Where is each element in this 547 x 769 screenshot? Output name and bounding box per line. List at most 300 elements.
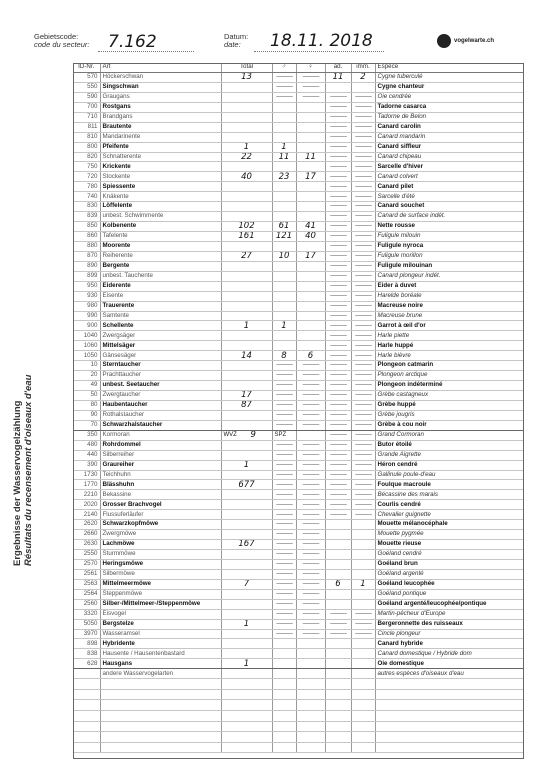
total-cell[interactable]: 27 (221, 251, 272, 261)
female-cell[interactable] (296, 430, 325, 440)
empty-cell[interactable] (296, 710, 325, 721)
empty-cell[interactable] (100, 689, 221, 700)
male-cell[interactable]: ——— (272, 381, 296, 391)
empty-cell[interactable] (272, 710, 296, 721)
immature-cell[interactable]: ——— (351, 341, 375, 351)
male-cell[interactable] (272, 112, 296, 122)
male-cell[interactable]: 23 (272, 172, 296, 182)
adult-cell[interactable] (325, 559, 351, 569)
adult-cell[interactable]: ——— (325, 609, 351, 619)
female-cell[interactable] (296, 669, 325, 679)
empty-cell[interactable] (221, 710, 272, 721)
total-cell[interactable] (221, 629, 272, 639)
total-cell[interactable] (221, 261, 272, 271)
immature-cell[interactable]: ——— (351, 132, 375, 142)
adult-cell[interactable] (325, 520, 351, 530)
total-cell[interactable] (221, 639, 272, 649)
empty-cell[interactable] (325, 710, 351, 721)
female-cell[interactable]: ——— (296, 440, 325, 450)
male-cell[interactable]: ——— (272, 569, 296, 579)
adult-cell[interactable]: ——— (325, 182, 351, 192)
adult-cell[interactable]: ——— (325, 232, 351, 242)
immature-cell[interactable]: ——— (351, 281, 375, 291)
adult-cell[interactable]: ——— (325, 222, 351, 232)
male-cell[interactable] (272, 331, 296, 341)
immature-cell[interactable]: ——— (351, 440, 375, 450)
female-cell[interactable] (296, 202, 325, 212)
total-cell[interactable] (221, 609, 272, 619)
empty-cell[interactable] (296, 700, 325, 711)
immature-cell[interactable]: ——— (351, 400, 375, 410)
immature-cell[interactable] (351, 559, 375, 569)
total-cell[interactable] (221, 569, 272, 579)
female-cell[interactable]: ——— (296, 92, 325, 102)
male-cell[interactable]: ——— (272, 391, 296, 401)
female-cell[interactable]: ——— (296, 391, 325, 401)
female-cell[interactable]: ——— (296, 361, 325, 371)
empty-cell[interactable] (73, 732, 100, 743)
total-cell[interactable] (221, 450, 272, 460)
female-cell[interactable]: 11 (296, 152, 325, 162)
empty-cell[interactable] (296, 721, 325, 732)
empty-cell[interactable] (221, 679, 272, 690)
adult-cell[interactable] (325, 599, 351, 609)
total-cell[interactable] (221, 281, 272, 291)
male-cell[interactable] (272, 202, 296, 212)
immature-cell[interactable]: ——— (351, 351, 375, 361)
male-cell[interactable]: ——— (272, 420, 296, 430)
male-cell[interactable]: 61 (272, 222, 296, 232)
female-cell[interactable] (296, 321, 325, 331)
total-cell[interactable] (221, 550, 272, 560)
immature-cell[interactable]: ——— (351, 619, 375, 629)
adult-cell[interactable]: ——— (325, 420, 351, 430)
adult-cell[interactable]: ——— (325, 261, 351, 271)
immature-cell[interactable] (351, 530, 375, 540)
adult-cell[interactable] (325, 530, 351, 540)
empty-cell[interactable] (375, 679, 523, 690)
female-cell[interactable]: ——— (296, 589, 325, 599)
empty-cell[interactable] (351, 679, 375, 690)
adult-cell[interactable] (325, 649, 351, 659)
adult-cell[interactable]: 11 (325, 73, 351, 83)
male-cell[interactable]: ——— (272, 530, 296, 540)
total-cell[interactable] (221, 132, 272, 142)
adult-cell[interactable]: ——— (325, 162, 351, 172)
female-cell[interactable]: ——— (296, 550, 325, 560)
male-cell[interactable]: 8 (272, 351, 296, 361)
male-cell[interactable] (272, 659, 296, 669)
female-cell[interactable]: ——— (296, 599, 325, 609)
empty-cell[interactable] (272, 689, 296, 700)
total-cell[interactable] (221, 500, 272, 510)
female-cell[interactable]: ——— (296, 480, 325, 490)
total-cell[interactable]: 87 (221, 400, 272, 410)
total-cell[interactable]: 13 (221, 73, 272, 83)
male-cell[interactable] (272, 212, 296, 222)
female-cell[interactable]: ——— (296, 530, 325, 540)
male-cell[interactable]: ——— (272, 82, 296, 92)
adult-cell[interactable]: ——— (325, 361, 351, 371)
male-cell[interactable]: ——— (272, 73, 296, 83)
empty-cell[interactable] (73, 679, 100, 690)
adult-cell[interactable]: ——— (325, 351, 351, 361)
female-cell[interactable] (296, 659, 325, 669)
empty-cell[interactable] (100, 679, 221, 690)
empty-cell[interactable] (375, 689, 523, 700)
adult-cell[interactable]: ——— (325, 629, 351, 639)
adult-cell[interactable]: ——— (325, 291, 351, 301)
female-cell[interactable] (296, 341, 325, 351)
total-cell[interactable] (221, 530, 272, 540)
empty-cell[interactable] (325, 700, 351, 711)
female-cell[interactable]: 41 (296, 222, 325, 232)
adult-cell[interactable]: ——— (325, 500, 351, 510)
male-cell[interactable] (272, 311, 296, 321)
total-cell[interactable] (221, 599, 272, 609)
adult-cell[interactable]: ——— (325, 142, 351, 152)
empty-cell[interactable] (351, 710, 375, 721)
empty-cell[interactable] (221, 742, 272, 753)
male-cell[interactable]: ——— (272, 520, 296, 530)
adult-cell[interactable]: ——— (325, 122, 351, 132)
total-cell[interactable] (221, 589, 272, 599)
male-cell[interactable]: ——— (272, 559, 296, 569)
total-cell[interactable] (221, 520, 272, 530)
empty-cell[interactable] (221, 689, 272, 700)
female-cell[interactable]: ——— (296, 400, 325, 410)
total-cell[interactable]: 17 (221, 391, 272, 401)
total-cell[interactable] (221, 212, 272, 222)
female-cell[interactable]: 6 (296, 351, 325, 361)
total-cell[interactable] (221, 301, 272, 311)
female-cell[interactable]: ——— (296, 609, 325, 619)
total-cell[interactable]: 22 (221, 152, 272, 162)
immature-cell[interactable]: ——— (351, 271, 375, 281)
male-cell[interactable] (272, 102, 296, 112)
total-cell[interactable] (221, 102, 272, 112)
female-cell[interactable] (296, 639, 325, 649)
female-cell[interactable] (296, 102, 325, 112)
male-cell[interactable]: ——— (272, 470, 296, 480)
total-cell[interactable]: 677 (221, 480, 272, 490)
adult-cell[interactable] (325, 589, 351, 599)
female-cell[interactable]: ——— (296, 569, 325, 579)
immature-cell[interactable]: ——— (351, 361, 375, 371)
immature-cell[interactable] (351, 649, 375, 659)
total-cell[interactable] (221, 341, 272, 351)
adult-cell[interactable]: ——— (325, 450, 351, 460)
female-cell[interactable]: ——— (296, 510, 325, 520)
male-cell[interactable]: ——— (272, 619, 296, 629)
male-cell[interactable]: ——— (272, 450, 296, 460)
immature-cell[interactable]: ——— (351, 490, 375, 500)
empty-cell[interactable] (351, 689, 375, 700)
female-cell[interactable]: ——— (296, 460, 325, 470)
female-cell[interactable] (296, 162, 325, 172)
male-cell[interactable]: ——— (272, 629, 296, 639)
empty-cell[interactable] (375, 721, 523, 732)
male-cell[interactable]: 11 (272, 152, 296, 162)
female-cell[interactable]: ——— (296, 420, 325, 430)
immature-cell[interactable] (351, 82, 375, 92)
female-cell[interactable] (296, 261, 325, 271)
immature-cell[interactable] (351, 520, 375, 530)
male-cell[interactable] (272, 291, 296, 301)
immature-cell[interactable]: ——— (351, 609, 375, 619)
immature-cell[interactable]: ——— (351, 251, 375, 261)
empty-cell[interactable] (325, 721, 351, 732)
immature-cell[interactable]: ——— (351, 291, 375, 301)
male-cell[interactable]: ——— (272, 440, 296, 450)
immature-cell[interactable] (351, 550, 375, 560)
female-cell[interactable] (296, 132, 325, 142)
male-cell[interactable]: ——— (272, 490, 296, 500)
immature-cell[interactable]: ——— (351, 112, 375, 122)
total-cell[interactable] (221, 381, 272, 391)
female-cell[interactable] (296, 281, 325, 291)
immature-cell[interactable]: ——— (351, 510, 375, 520)
immature-cell[interactable]: ——— (351, 311, 375, 321)
male-cell[interactable] (272, 132, 296, 142)
male-cell[interactable] (272, 192, 296, 202)
empty-cell[interactable] (100, 700, 221, 711)
total-cell[interactable] (221, 311, 272, 321)
female-cell[interactable]: ——— (296, 579, 325, 589)
adult-cell[interactable]: ——— (325, 619, 351, 629)
empty-cell[interactable] (375, 742, 523, 753)
total-cell[interactable]: 167 (221, 540, 272, 550)
immature-cell[interactable]: ——— (351, 381, 375, 391)
adult-cell[interactable]: ——— (325, 202, 351, 212)
female-cell[interactable]: 17 (296, 172, 325, 182)
empty-cell[interactable] (325, 732, 351, 743)
male-cell[interactable]: ——— (272, 510, 296, 520)
male-cell[interactable]: ——— (272, 92, 296, 102)
female-cell[interactable] (296, 182, 325, 192)
male-cell[interactable]: ——— (272, 579, 296, 589)
immature-cell[interactable]: 2 (351, 73, 375, 83)
total-cell[interactable] (221, 669, 272, 679)
female-cell[interactable] (296, 291, 325, 301)
total-cell[interactable]: 161 (221, 232, 272, 242)
empty-cell[interactable] (296, 679, 325, 690)
male-cell[interactable] (272, 241, 296, 251)
female-cell[interactable]: ——— (296, 470, 325, 480)
adult-cell[interactable]: ——— (325, 102, 351, 112)
male-cell[interactable] (272, 162, 296, 172)
female-cell[interactable]: ——— (296, 559, 325, 569)
immature-cell[interactable]: ——— (351, 410, 375, 420)
immature-cell[interactable]: ——— (351, 301, 375, 311)
adult-cell[interactable]: ——— (325, 241, 351, 251)
female-cell[interactable] (296, 331, 325, 341)
empty-cell[interactable] (73, 700, 100, 711)
empty-cell[interactable] (375, 732, 523, 743)
total-cell[interactable] (221, 112, 272, 122)
adult-cell[interactable] (325, 659, 351, 669)
empty-cell[interactable] (325, 679, 351, 690)
female-cell[interactable]: ——— (296, 490, 325, 500)
immature-cell[interactable]: ——— (351, 162, 375, 172)
female-cell[interactable]: ——— (296, 82, 325, 92)
empty-cell[interactable] (100, 742, 221, 753)
male-cell[interactable]: ——— (272, 460, 296, 470)
female-cell[interactable]: ——— (296, 410, 325, 420)
immature-cell[interactable]: ——— (351, 470, 375, 480)
male-cell[interactable]: ——— (272, 361, 296, 371)
empty-cell[interactable] (272, 679, 296, 690)
immature-cell[interactable]: ——— (351, 420, 375, 430)
total-cell[interactable] (221, 192, 272, 202)
female-cell[interactable] (296, 311, 325, 321)
immature-cell[interactable]: ——— (351, 480, 375, 490)
empty-cell[interactable] (272, 742, 296, 753)
code-value[interactable]: 7.162 (108, 32, 157, 52)
male-cell[interactable]: ——— (272, 550, 296, 560)
adult-cell[interactable]: ——— (325, 341, 351, 351)
empty-cell[interactable] (100, 732, 221, 743)
adult-cell[interactable] (325, 569, 351, 579)
male-cell[interactable]: ——— (272, 480, 296, 490)
immature-cell[interactable]: ——— (351, 500, 375, 510)
adult-cell[interactable] (325, 540, 351, 550)
total-cell[interactable] (221, 182, 272, 192)
immature-cell[interactable]: ——— (351, 450, 375, 460)
immature-cell[interactable]: ——— (351, 142, 375, 152)
immature-cell[interactable]: ——— (351, 202, 375, 212)
immature-cell[interactable] (351, 669, 375, 679)
total-cell[interactable]: 102 (221, 222, 272, 232)
male-cell[interactable]: ——— (272, 410, 296, 420)
adult-cell[interactable]: ——— (325, 510, 351, 520)
total-cell[interactable]: 1 (221, 460, 272, 470)
total-cell[interactable]: 7 (221, 579, 272, 589)
total-cell[interactable] (221, 271, 272, 281)
total-cell[interactable] (221, 291, 272, 301)
adult-cell[interactable]: ——— (325, 311, 351, 321)
empty-cell[interactable] (375, 710, 523, 721)
immature-cell[interactable] (351, 639, 375, 649)
adult-cell[interactable]: ——— (325, 212, 351, 222)
adult-cell[interactable]: ——— (325, 410, 351, 420)
adult-cell[interactable] (325, 82, 351, 92)
male-cell[interactable]: ——— (272, 400, 296, 410)
adult-cell[interactable]: ——— (325, 470, 351, 480)
immature-cell[interactable]: ——— (351, 182, 375, 192)
adult-cell[interactable]: ——— (325, 381, 351, 391)
male-cell[interactable]: 121 (272, 232, 296, 242)
adult-cell[interactable]: ——— (325, 480, 351, 490)
empty-cell[interactable] (73, 689, 100, 700)
male-cell[interactable] (272, 122, 296, 132)
immature-cell[interactable]: ——— (351, 629, 375, 639)
total-cell[interactable] (221, 202, 272, 212)
empty-cell[interactable] (351, 721, 375, 732)
male-cell[interactable] (272, 261, 296, 271)
total-cell[interactable] (221, 490, 272, 500)
total-cell[interactable] (221, 649, 272, 659)
immature-cell[interactable] (351, 589, 375, 599)
total-cell[interactable]: 14 (221, 351, 272, 361)
empty-cell[interactable] (351, 700, 375, 711)
female-cell[interactable]: ——— (296, 520, 325, 530)
immature-cell[interactable]: ——— (351, 241, 375, 251)
adult-cell[interactable]: ——— (325, 172, 351, 182)
immature-cell[interactable]: ——— (351, 192, 375, 202)
immature-cell[interactable]: 1 (351, 579, 375, 589)
total-cell[interactable]: 1 (221, 142, 272, 152)
male-cell[interactable] (272, 271, 296, 281)
total-cell[interactable] (221, 162, 272, 172)
total-cell[interactable]: 1 (221, 619, 272, 629)
empty-cell[interactable] (351, 742, 375, 753)
total-cell[interactable]: 40 (221, 172, 272, 182)
empty-cell[interactable] (272, 700, 296, 711)
adult-cell[interactable] (325, 639, 351, 649)
female-cell[interactable] (296, 241, 325, 251)
adult-cell[interactable]: ——— (325, 400, 351, 410)
male-cell[interactable] (272, 182, 296, 192)
female-cell[interactable]: ——— (296, 500, 325, 510)
female-cell[interactable] (296, 142, 325, 152)
female-cell[interactable]: ——— (296, 381, 325, 391)
immature-cell[interactable]: ——— (351, 321, 375, 331)
empty-cell[interactable] (272, 721, 296, 732)
adult-cell[interactable]: ——— (325, 371, 351, 381)
adult-cell[interactable]: ——— (325, 440, 351, 450)
male-cell[interactable] (272, 649, 296, 659)
male-cell[interactable]: 10 (272, 251, 296, 261)
date-value[interactable]: 18.11. 2018 (270, 31, 373, 51)
empty-cell[interactable] (221, 721, 272, 732)
adult-cell[interactable]: ——— (325, 460, 351, 470)
empty-cell[interactable] (296, 732, 325, 743)
empty-cell[interactable] (100, 710, 221, 721)
male-cell[interactable]: 1 (272, 142, 296, 152)
total-cell[interactable] (221, 82, 272, 92)
immature-cell[interactable]: ——— (351, 460, 375, 470)
empty-cell[interactable] (73, 710, 100, 721)
male-cell[interactable] (272, 301, 296, 311)
female-cell[interactable] (296, 271, 325, 281)
empty-cell[interactable] (325, 689, 351, 700)
female-cell[interactable]: ——— (296, 73, 325, 83)
empty-cell[interactable] (73, 721, 100, 732)
female-cell[interactable]: ——— (296, 629, 325, 639)
female-cell[interactable] (296, 212, 325, 222)
empty-cell[interactable] (221, 732, 272, 743)
total-cell[interactable] (221, 92, 272, 102)
total-cell[interactable] (221, 430, 272, 440)
female-cell[interactable]: 40 (296, 232, 325, 242)
empty-cell[interactable] (100, 721, 221, 732)
male-cell[interactable]: ——— (272, 589, 296, 599)
female-cell[interactable]: 17 (296, 251, 325, 261)
adult-cell[interactable]: ——— (325, 490, 351, 500)
total-cell[interactable] (221, 371, 272, 381)
total-cell[interactable]: 1 (221, 659, 272, 669)
empty-cell[interactable] (272, 732, 296, 743)
male-cell[interactable] (272, 639, 296, 649)
immature-cell[interactable]: ——— (351, 391, 375, 401)
female-cell[interactable]: ——— (296, 619, 325, 629)
adult-cell[interactable]: ——— (325, 132, 351, 142)
total-cell[interactable] (221, 241, 272, 251)
male-cell[interactable] (272, 341, 296, 351)
immature-cell[interactable]: ——— (351, 212, 375, 222)
adult-cell[interactable]: ——— (325, 391, 351, 401)
